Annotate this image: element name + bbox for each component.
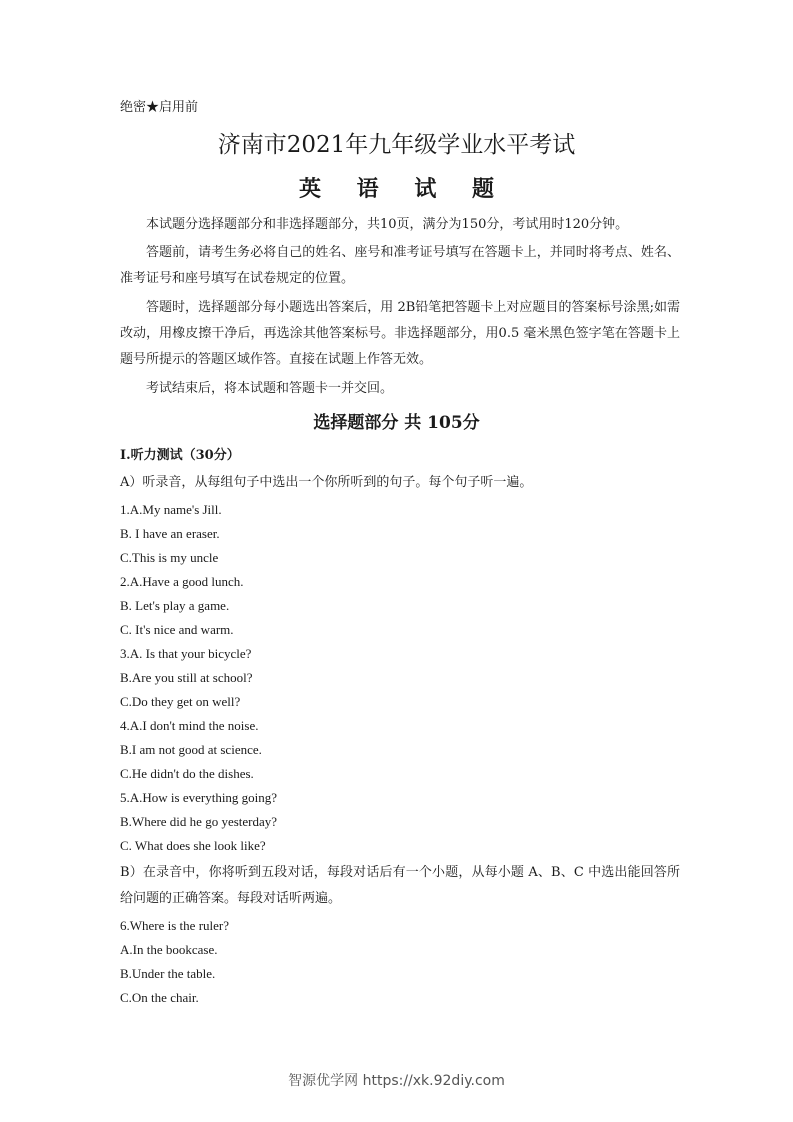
exam-title: 济南市2021年九年级学业水平考试 xyxy=(217,132,576,158)
question-line: 2.A.Have a good lunch. xyxy=(120,574,244,589)
question-line: C.This is my uncle xyxy=(120,550,219,565)
question-line: 4.A.I don't mind the noise. xyxy=(120,718,259,733)
question-line: C. What does she look like? xyxy=(120,838,266,853)
part-b-instruction: B）在录音中，你将听到五段对话，每段对话后有一个小题，从每小题 A、B、C 中选出能回答所给问题的正确答案。每段对话听两遍。 xyxy=(120,865,680,906)
question-line: B. Let's play a game. xyxy=(120,598,230,613)
instruction-paragraph-2: 答题前，请考生务必将自己的姓名、座号和准考证号填写在答题卡上，并同时将考点、姓名、准考证号和座号填写在试卷规定的位置。 xyxy=(120,245,680,286)
part-a-instruction: A）听录音，从每组句子中选出一个你所听到的句子。每个句子听一遍。 xyxy=(120,475,533,490)
question-line: 3.A. Is that your bicycle? xyxy=(120,646,252,661)
part-title-listening: I.听力测试（30分） xyxy=(120,448,240,463)
instruction-paragraph-3: 答题时，选择题部分每小题选出答案后，用 2B铅笔把答题卡上对应题目的答案标号涂黑;如需改动，用橡皮擦干净后，再选涂其他答案标号。非选择题部分，用0.5 毫米黑色签字笔在答题卡上题号所提示的答题区域作答。直接在试题上作答无效。 xyxy=(120,300,680,367)
question-line: C.On the chair. xyxy=(120,990,199,1005)
question-line: C.Do they get on well? xyxy=(120,694,241,709)
question-line: B.Are you still at school? xyxy=(120,670,253,685)
question-line: B.Under the table. xyxy=(120,966,216,981)
question-line: 6.Where is the ruler? xyxy=(120,918,230,933)
question-line: C.He didn't do the dishes. xyxy=(120,766,254,781)
subject-title: 英 语 试 题 xyxy=(299,176,508,202)
instruction-paragraph-1: 本试题分选择题部分和非选择题部分，共10页，满分为150分，考试用时120分钟。 xyxy=(146,217,629,232)
question-line: B.I am not good at science. xyxy=(120,742,262,757)
watermark-footer: 智源优学网 https://xk.92diy.com xyxy=(288,1073,505,1089)
question-line: B.Where did he go yesterday? xyxy=(120,814,278,829)
confidential-label: 绝密★启用前 xyxy=(120,100,199,115)
instruction-paragraph-4: 考试结束后，将本试题和答题卡一并交回。 xyxy=(146,381,394,396)
question-line: 1.A.My name's Jill. xyxy=(120,502,222,517)
question-line: A.In the bookcase. xyxy=(120,942,218,957)
question-line: B. I have an eraser. xyxy=(120,526,220,541)
section-title: 选择题部分 共 105分 xyxy=(313,413,480,433)
question-line: 5.A.How is everything going? xyxy=(120,790,278,805)
question-line: C. It's nice and warm. xyxy=(120,622,234,637)
